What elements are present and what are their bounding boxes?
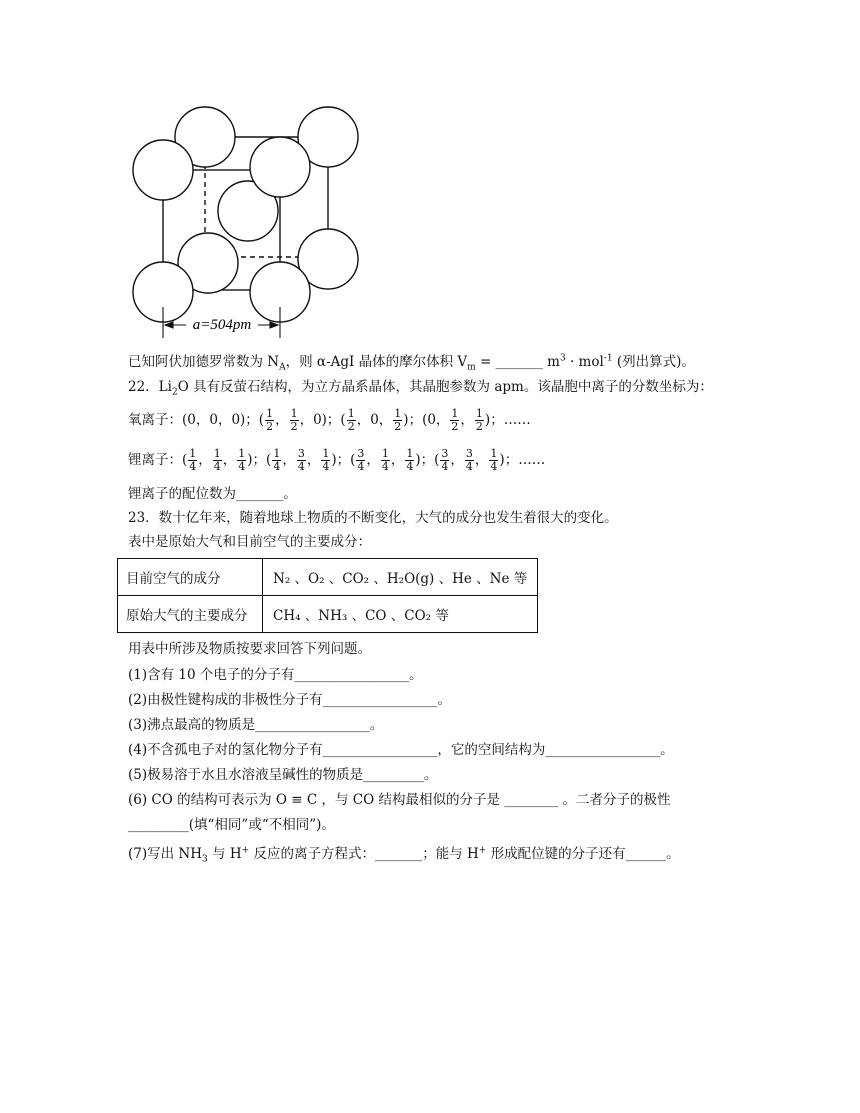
- q23-part-5: (5)极易溶于水且水溶液呈碱性的物质是_________。: [128, 767, 438, 783]
- q22-intro: 22．$Li_2O$ 具有反萤石结构，为立方晶系晶体，其晶胞参数为 apm。该晶胞中离子的分数坐标为：: [128, 379, 713, 398]
- table-row: [118, 559, 538, 596]
- q23-part-6a: (6) CO 的结构可表示为 O ≡ C ，与 CO 结构最相似的分子是 ________ 。二者分子的极性: [128, 792, 671, 808]
- q23-part-1: (1)含有 10 个电子的分子有_________________。: [128, 667, 423, 683]
- q23-part-7: (7)写出 $NH_3$ 与 H+ 反应的离子方程式：_______；能与 H+ 形成配位键的分子还有______。: [128, 845, 680, 865]
- q23-intro-2: 表中是原始大气和目前空气的主要成分：: [128, 534, 371, 550]
- q23-instruction: 用表中所涉及物质按要求回答下列问题。: [128, 641, 371, 657]
- q23-part-4: (4)不含孤电子对的氢化物分子有_________________，它的空间结构为_________________。: [128, 742, 674, 758]
- q22-lithium-coords: 锂离子：( $\frac{1}{4}$ ， $\frac{1}{4}$ ， $\frac{1}{4}$ )；( $\frac{1}{4}$ ， $\frac{3}{4}$ ， $\frac{1}{4}$ )；( $\frac{3}{4}$ ， $\frac{1}{4}$ ， $\frac{1}{4}$ )；( $\frac{3}{4}$ ， $\frac{3}{4}$ ， $\frac{1}{4}$ )；……: [128, 447, 546, 473]
- q23-part-6b: _________(填“相同”或“不相同”)。: [128, 817, 335, 833]
- q23-intro-1: 23．数十亿年来，随着地球上物质的不断变化，大气的成分也发生着很大的变化。: [128, 510, 618, 526]
- q22-oxygen-coords: 氧离子：(0，0，0)；( $\frac{1}{2}$ ， $\frac{1}{2}$ ，0)；( $\frac{1}{2}$ ，0， $\frac{1}{2}$ )；(0， $\frac{1}{2}$ ， $\frac{1}{2}$ )；……: [128, 407, 531, 433]
- q23-part-3: (3)沸点最高的物质是_________________。: [128, 717, 384, 733]
- atmosphere-table: [117, 558, 538, 633]
- q21-molar-volume-line: 已知阿伏加德罗常数为 $N_A$，则 α-AgI 晶体的摩尔体积 $V_m$ = _______ $m^3 \cdot mol^{-1}$ (列出算式)。: [128, 353, 695, 373]
- dimension-label: a=504pm: [192, 317, 252, 333]
- crystal-structure-figure: [120, 95, 370, 340]
- table-cell-label: 原始大气的主要成分: [118, 596, 263, 633]
- table-cell-label: 目前空气的成分: [118, 559, 263, 596]
- atom-front-top-left: [133, 140, 193, 200]
- q23-part-2: (2)由极性键构成的非极性分子有_________________。: [128, 692, 451, 708]
- table-cell-value: N₂ 、O₂ 、CO₂ 、H₂O(g) 、He 、Ne 等: [263, 559, 538, 596]
- table-row: [118, 596, 538, 633]
- table-cell-value: CH₄ 、NH₃ 、CO 、CO₂ 等: [263, 596, 538, 633]
- q22-coordination-number: 锂离子的配位数为_______。: [128, 486, 297, 502]
- atom-front-top-right: [250, 137, 310, 197]
